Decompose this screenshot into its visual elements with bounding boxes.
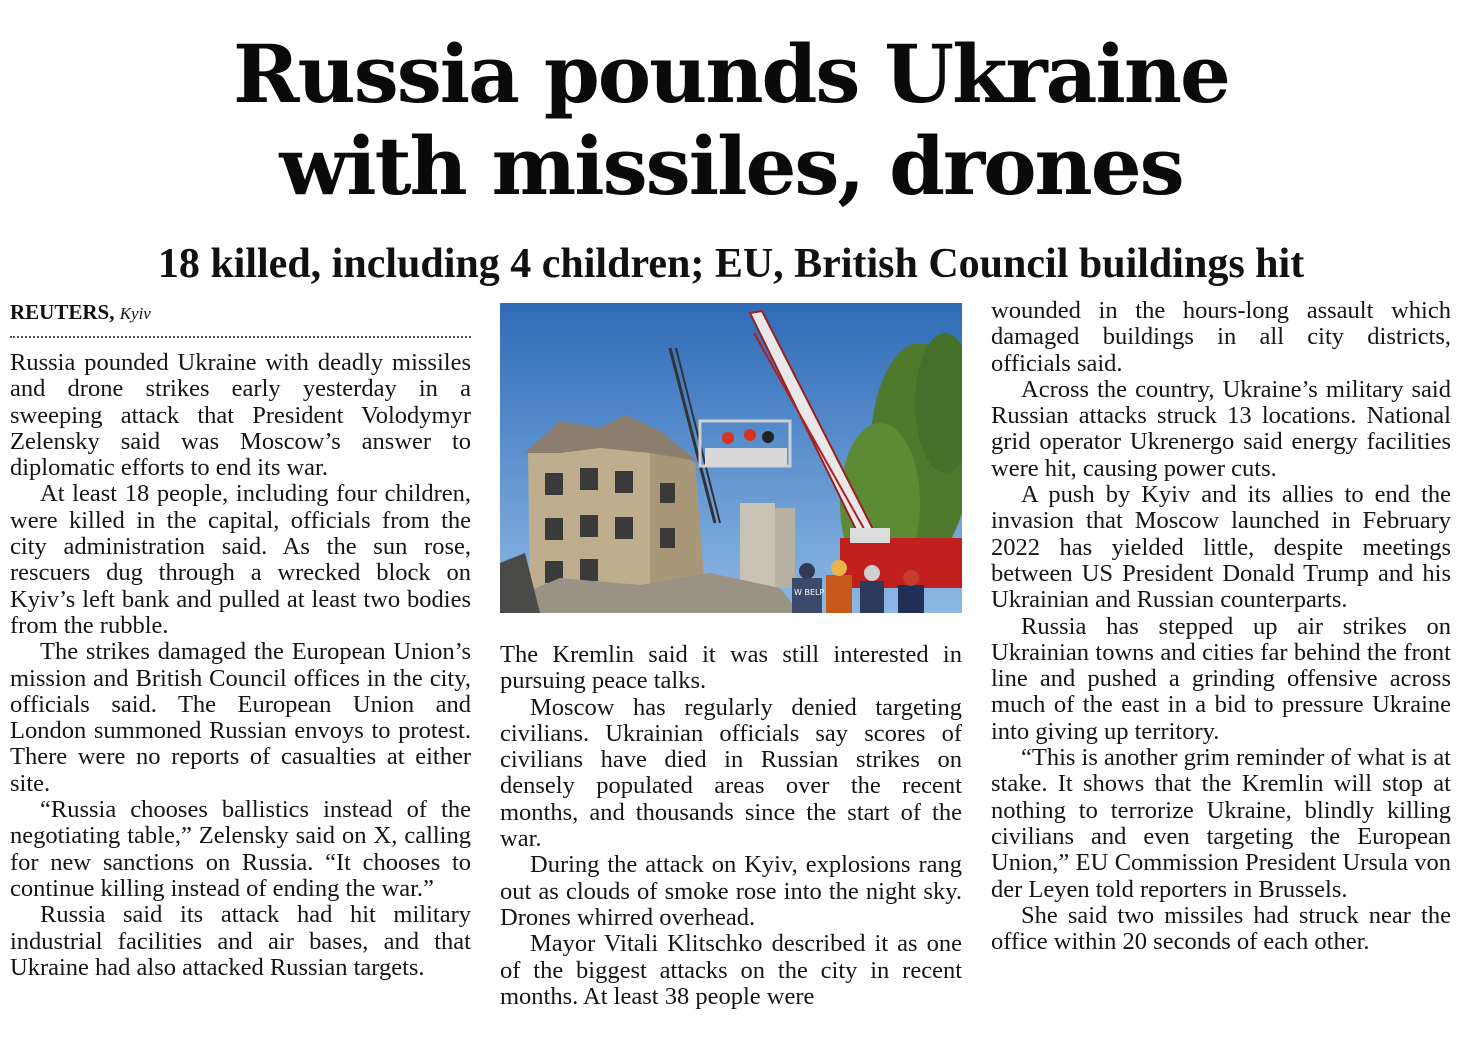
paragraph: The Kremlin said it was still interested in pursuing peace talks. <box>500 641 962 695</box>
byline-divider <box>10 336 471 338</box>
paragraph: At least 18 people, including four children, were killed in the capital, officials from the city administration said. As the sun rose, rescuers dug through a wrecked block on Kyiv’s left bank and pulled at least two bodies from the rubble. <box>10 480 471 639</box>
paragraph: “Russia chooses ballistics instead of the negotiating table,” Zelensky said on X, calling for new sanctions on Russia. “It chooses to continue killing instead of ending the war.” <box>10 796 471 902</box>
subheadline: 18 killed, including 4 children; EU, British Council buildings hit <box>157 241 1305 287</box>
article-column-2 <box>500 642 962 1010</box>
headline <box>0 28 1462 212</box>
headline-line-2: with missiles, drones <box>279 119 1183 213</box>
paragraph: She said two missiles had struck near the office within 20 seconds of each other. <box>991 901 1451 956</box>
byline <box>10 298 471 328</box>
rescuer-vest-text: W BELP <box>794 588 825 597</box>
paragraph: A push by Kyiv and its allies to end the invasion that Moscow launched in February 2022 has yielded little, despite meetings between US President Donald Trump and his Ukrainian and Russian counterparts. <box>991 481 1451 614</box>
paragraph: The strikes damaged the European Union’s mission and British Council offices in the city, officials said. The European Union and London summoned Russian envoys to protest. There were no reports of casualties at either site. <box>10 638 471 797</box>
news-photo <box>500 303 962 613</box>
paragraph: Russia said its attack had hit military industrial facilities and air bases, and that Ukraine had also attacked Russian targets. <box>10 901 471 981</box>
paragraph: Across the country, Ukraine’s military said Russian attacks struck 13 locations. National grid operator Ukrenergo said energy facilities were hit, causing power cuts. <box>991 375 1451 482</box>
paragraph: Russia pounded Ukraine with deadly missiles and drone strikes early yesterday in a sweeping attack that President Volodymyr Zelensky said was Moscow’s answer to diplomatic efforts to end its war. <box>10 349 471 482</box>
paragraph: “This is another grim reminder of what is at stake. It shows that the Kremlin will stop at nothing to terrorize Ukraine, blindly killing civilians and even targeting the European Union,” EU Commission President Ursula von der Leyen told reporters in Brussels. <box>991 744 1451 903</box>
paragraph: Moscow has regularly denied targeting civilians. Ukrainian officials say scores of civilians have died in Russian strikes on densely populated areas over the recent months, and thousands since the start of the war. <box>500 693 962 853</box>
paragraph: During the attack on Kyiv, explosions rang out as clouds of smoke rose into the night sky. Drones whirred overhead. <box>500 851 962 931</box>
article-column-1 <box>10 350 471 981</box>
byline-place: Kyiv <box>119 304 151 323</box>
paragraph: wounded in the hours-long assault which damaged buildings in all city districts, officials said. <box>991 297 1451 377</box>
article-column-3 <box>991 298 1451 955</box>
paragraph: Russia has stepped up air strikes on Ukrainian towns and cities far behind the front line and pushed a grinding offensive across much of the east in a bid to pressure Ukraine into giving up territory. <box>991 612 1451 745</box>
headline-line-1: Russia pounds Ukraine <box>233 27 1229 121</box>
byline-agency: REUTERS, <box>10 300 115 324</box>
paragraph: Mayor Vitali Klitschko described it as one of the biggest attacks on the city in recent months. At least 38 people were <box>500 930 962 1010</box>
